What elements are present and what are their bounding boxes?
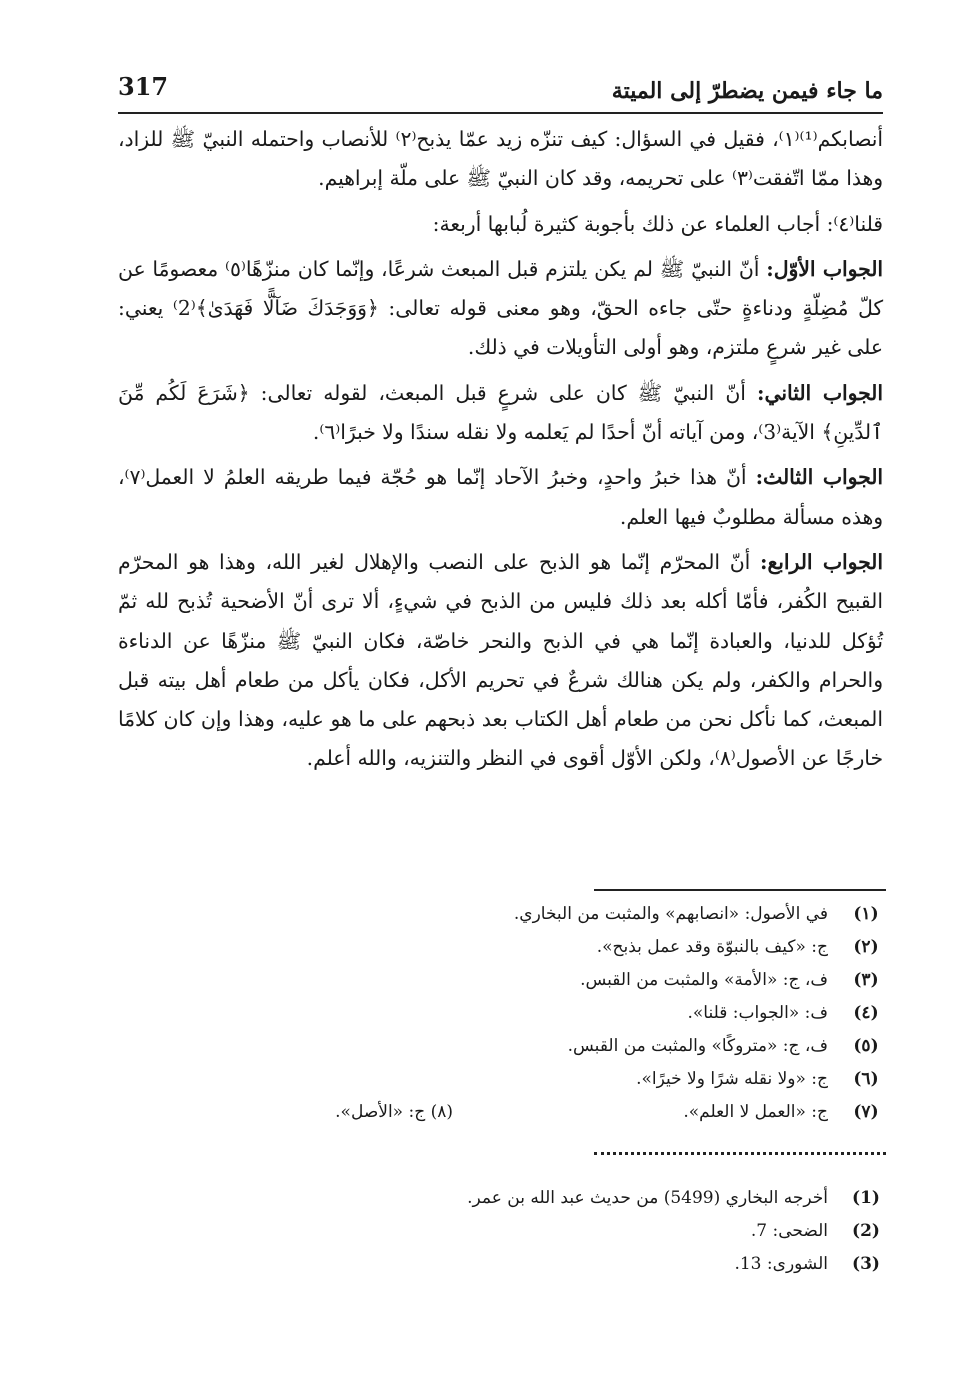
footnote-extra: (٨) ج: «الأصل».	[335, 1102, 453, 1122]
footnote-number: (٤)	[853, 1003, 879, 1023]
page-number: 317	[118, 72, 169, 101]
answer-heading: الجواب الرابع:	[759, 549, 883, 574]
paragraph-text: أنصابكم⁽¹⁾⁽١⁾، فقيل في السؤال: كيف تنزّه زيد عمّا يذبح⁽٢⁾ للأنصاب واحتمله النبيّ ﷺ للزاد، وهذا ممّا اتّفقت⁽٣⁾ على تحريمه، وقد كان النبيّ ﷺ على ملّة إبراهيم.	[118, 127, 883, 191]
footnote-number: (٧)	[853, 1102, 879, 1122]
footnote-text: ج: «ولا نقله شرًا ولا خيرًا».	[636, 1069, 828, 1089]
paragraph-third-answer	[118, 458, 883, 537]
paragraph-first-answer	[118, 250, 883, 368]
paragraph-text: أنّ المحرّم إنّما هو الذبح على النصب والإهلال لغير الله، وهذا هو المحرّم القبيح الكُفر، فأمّا أكله بعد ذلك فليس من الذبح في شيءٍ، ألا ترى أنّ الأضحية تُذبح لله ثمّ تُؤكل للدنيا، والعبادة إنّما هي في الذبح والنحر خاصّة، فكان النبيّ ﷺ منزّهًا عن الدناءة والحرام والكفر، ولم يكن هنالك شرعٌ في تحريم الأكل، فكان يأكل من طعام أهل بيته قبل المبعث، كما نأكل نحن من طعام أهل الكتاب بعد ذبحهم على ما هو عليه، وهذا وإن كان كلامًا خارجًا عن الأصول⁽٨⁾، ولكن الأوّل أقوى في النظر والتنزيه، والله أعلم.	[118, 549, 883, 771]
reference	[183, 1248, 883, 1281]
footnote	[183, 1096, 883, 1129]
answer-heading: الجواب الثاني:	[757, 380, 883, 405]
paragraph-fourth-answer	[118, 543, 883, 779]
footnote	[183, 931, 883, 964]
footnote-number: (١)	[853, 904, 879, 924]
reference-text: أخرجه البخاري (5499) من حديث عبد الله بن عمر.	[467, 1188, 828, 1208]
dotted-separator	[594, 1152, 886, 1155]
footnote	[183, 1063, 883, 1096]
footnote-text: في الأصول: «انصابهم» والمثبت من البخاري.	[513, 904, 828, 924]
footnote-number: (٢)	[853, 937, 879, 957]
answer-heading: الجواب الأوّل:	[766, 256, 884, 281]
page-header	[118, 72, 883, 108]
paragraph-text: قلنا⁽٤⁾: أجاب العلماء عن ذلك بأجوبة كثيرة لُبابها أربعة:	[432, 211, 883, 236]
reference	[183, 1182, 883, 1215]
paragraph-text: أنّ النبيّ ﷺ كان على شرعٍ قبل المبعث، لقوله تعالى: ﴿شَرَعَ لَكُم مِّنَ ٱلدِّينِ﴾ الآية⁽3⁾، ومن آياته أنّ أحدًا لم يَعلمه ولا نقله سندًا ولا خبرًا⁽٦⁾.	[118, 380, 883, 445]
main-text	[118, 120, 883, 779]
footnote-text: ف، ج: «متروكًا» والمثبت من القبس.	[567, 1036, 828, 1056]
footnote-text: ج: «العمل لا العلم».	[683, 1102, 828, 1122]
footnote-text: ف: «الجواب: قلنا».	[687, 1003, 828, 1023]
footnote-rule	[594, 889, 886, 891]
footnote	[183, 964, 883, 997]
footnote	[183, 1030, 883, 1063]
footnote-number: (٦)	[853, 1069, 879, 1089]
running-title: ما جاء فيمن يضطرّ إلى الميتة	[611, 78, 883, 104]
reference-number: (2)	[852, 1221, 880, 1241]
reference-number: (3)	[852, 1254, 880, 1274]
paragraph-text: أنّ هذا خبرُ واحدٍ، وخبرُ الآحاد إنّما هو حُجّة فيما طريقه العلمُ لا العمل⁽٧⁾، وهذه مسألة مطلوبٌ فيها العلم.	[118, 465, 883, 529]
footnote	[183, 997, 883, 1030]
header-rule	[118, 112, 883, 114]
editor-footnotes	[183, 898, 883, 1129]
reference	[183, 1215, 883, 1248]
paragraph-text: أنّ النبيّ ﷺ لم يكن يلتزم قبل المبعث شرعًا، وإنّما كان منزّهًا⁽٥⁾ معصومًا عن كلّ مُضِلّةٍ ودناءةٍ حتّى جاءه الحقّ، وهو معنى قوله تعالى: ﴿وَوَجَدَكَ ضَآلًّا فَهَدَىٰ﴾⁽2⁾ يعني: على غير شرعٍ ملتزم، وهو أولى التأويلات في ذلك.	[118, 256, 883, 360]
answer-heading: الجواب الثالث:	[755, 465, 884, 490]
paragraph-answer-intro	[118, 205, 883, 244]
footnote	[183, 898, 883, 931]
paragraph-second-answer	[118, 374, 883, 453]
footnote-number: (٣)	[853, 970, 879, 990]
reference-number: (1)	[852, 1188, 880, 1208]
footnote-text: ج: «كيف بالنبوّة وقد عمل بذبح».	[596, 937, 828, 957]
source-references	[183, 1182, 883, 1281]
paragraph-intro	[118, 120, 883, 199]
reference-text: الشورى: 13.	[734, 1254, 828, 1274]
footnote-number: (٥)	[853, 1036, 879, 1056]
footnote-text: ف، ج: «الأمة» والمثبت من القبس.	[580, 970, 828, 990]
reference-text: الضحى: 7.	[750, 1221, 828, 1241]
